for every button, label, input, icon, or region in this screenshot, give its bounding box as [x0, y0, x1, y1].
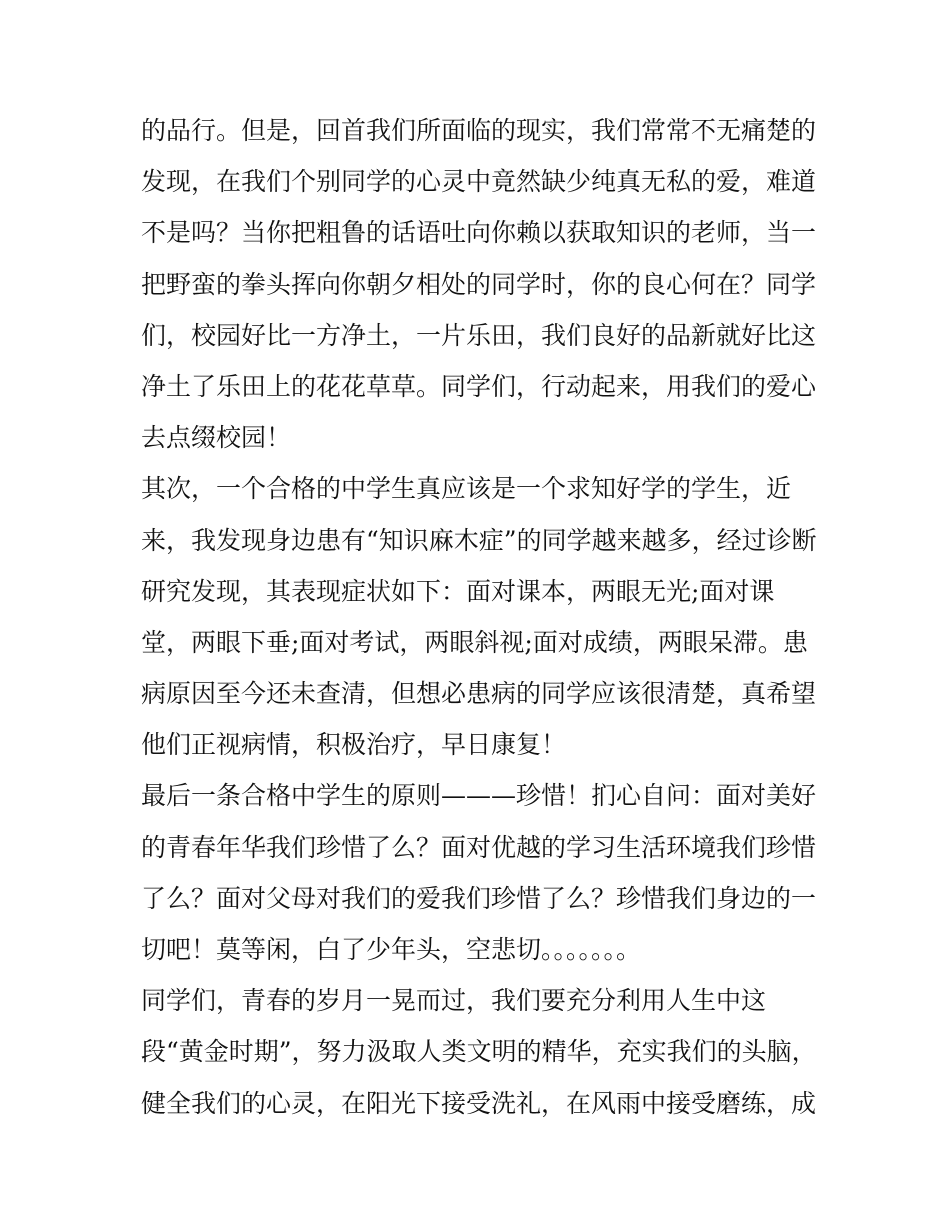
text-line: 其次，一个合格的中学生真应该是一个求知好学的学生，近 [141, 474, 792, 504]
body-text [141, 105, 821, 1129]
text-line: 净土了乐田上的花花草草。同学们，行动起来，用我们的爱心 [141, 371, 817, 401]
text-line: 最后一条合格中学生的原则———珍惜！扪心自问：面对美好 [141, 781, 817, 811]
text-line: 同学们，青春的岁月一晃而过，我们要充分利用人生中这 [141, 986, 767, 1016]
text-line: 研究发现，其表现症状如下：面对课本，两眼无光;面对课 [141, 576, 775, 606]
text-line: 把野蛮的拳头挥向你朝夕相处的同学时，你的良心何在？同学 [141, 269, 817, 299]
text-line: 去点缀校园！ [141, 423, 292, 453]
text-line: 了么？面对父母对我们的爱我们珍惜了么？珍惜我们身边的一 [141, 883, 817, 913]
text-line: 的品行。但是，回首我们所面临的现实，我们常常不无痛楚的 [141, 116, 817, 145]
text-line: 堂，两眼下垂;面对考试，两眼斜视;面对成绩，两眼呆滞。患 [141, 627, 808, 657]
text-line: 的青春年华我们珍惜了么？面对优越的学习生活环境我们珍惜 [141, 832, 817, 862]
text-line: 他们正视病情，积极治疗，早日康复！ [141, 730, 567, 760]
text-line: 来，我发现身边患有“知识麻木症”的同学越来越多，经过诊断 [141, 525, 817, 555]
text-line: 健全我们的心灵，在阳光下接受洗礼，在风雨中接受磨练，成 [141, 1088, 817, 1118]
text-line: 们，校园好比一方净土，一片乐田，我们良好的品新就好比这 [141, 320, 817, 350]
text-line: 切吧！莫等闲，白了少年头，空悲切。。。。。。。 [141, 935, 642, 964]
text-line: 段“黄金时期”，努力汲取人类文明的精华，充实我们的头脑， [141, 1037, 817, 1067]
text-line: 发现，在我们个别同学的心灵中竟然缺少纯真无私的爱，难道 [141, 167, 817, 197]
text-line: 不是吗？当你把粗鲁的话语吐向你赖以获取知识的老师，当一 [141, 218, 817, 248]
text-line: 病原因至今还未查清，但想必患病的同学应该很清楚，真希望 [141, 679, 817, 709]
